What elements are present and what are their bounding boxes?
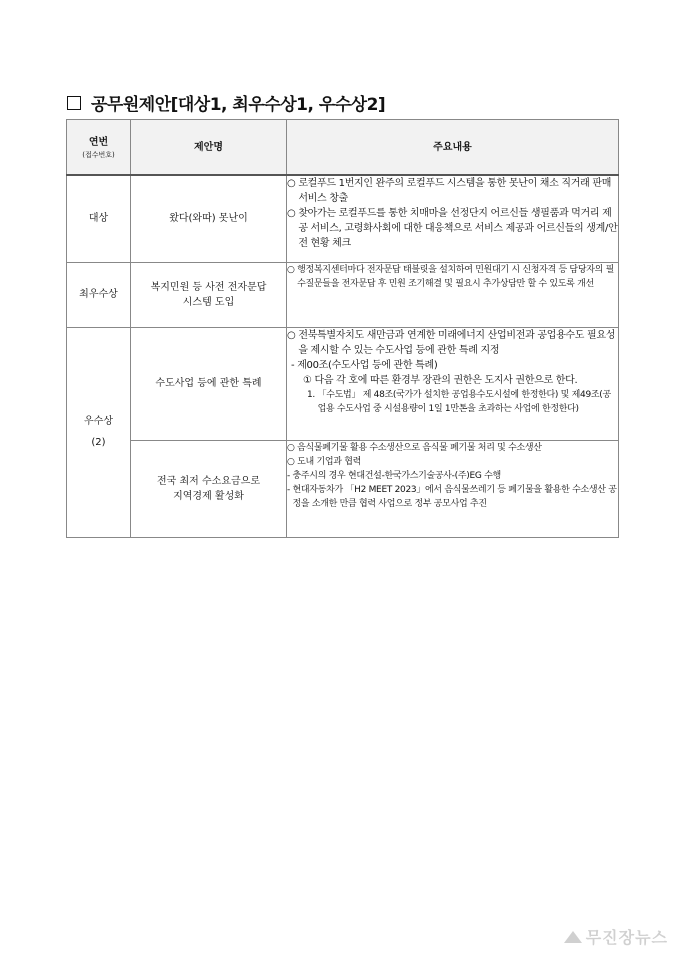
mountain-logo-icon [564, 931, 582, 943]
content-item: - 현대자동차가 「H2 MEET 2023」에서 음식물쓰레기 등 폐기물을 활용한 수소생산 공정을 소개한 만큼 협력 사업으로 정부 공모사업 추진 [287, 484, 617, 509]
proposal-name-cell: 복지민원 등 사전 전자문답 시스템 도입 [131, 262, 287, 327]
content-item: 1. 「수도법」 제 48조(국가가 설치한 공업용수도시설에 한정한다) 및 제49조(공업용 수도사업 중 시설용량이 1일 1만톤을 초과하는 사업에 한정한다) [307, 389, 611, 414]
content-item: ○ 행정복지센터마다 전자문답 태블릿을 설치하여 민원대기 시 신청자격 등 담당자의 필수질문들을 전자문답 후 민원 조기해결 및 필요시 추가상담만 할 수 있도록 개선 [287, 264, 614, 289]
table-row [67, 440, 619, 537]
content-item: ○ 로컬푸드 1번지인 완주의 로컬푸드 시스템을 통한 못난이 채소 직거래 판매 서비스 창출 [287, 178, 612, 204]
proposal-name-cell: 전국 최저 수소요금으로 지역경제 활성화 [131, 440, 287, 537]
content-item: ○ 음식물폐기물 활용 수소생산으로 음식물 폐기물 처리 및 수소생산 [287, 442, 542, 453]
content-item: ① 다음 각 호에 따른 환경부 장관의 권한은 도지사 권한으로 한다. [303, 374, 578, 386]
category-cell: 우수상 (2) [67, 327, 131, 537]
table-row [67, 327, 619, 440]
content-cell [287, 262, 619, 327]
header-main-content: 주요내용 [287, 120, 619, 176]
header-proposal-name: 제안명 [131, 120, 287, 176]
checkbox-square-icon [67, 96, 81, 110]
content-item: - 충주시의 경우 현대건설-한국가스기술공사-(주)EG 수행 [287, 470, 501, 481]
content-item: ○ 도내 기업과 협력 [287, 456, 362, 467]
table-row [67, 262, 619, 327]
proposal-name-cell: 왔다(와따) 못난이 [131, 175, 287, 262]
category-cell: 대상 [67, 175, 131, 262]
header-row [67, 120, 619, 176]
header-number-sub: (접수번호) [82, 150, 115, 159]
proposal-name-cell: 수도사업 등에 관한 특례 [131, 327, 287, 440]
table-row [67, 175, 619, 262]
watermark: 무진장뉴스 [564, 925, 668, 948]
content-item: ○ 찾아가는 로컬푸드를 통한 치매마을 선정단지 어르신들 생필품과 먹거리 제공 서비스, 고령화사회에 대한 대응책으로 서비스 제공과 어르신들의 생계/안전 현황 체크 [287, 208, 618, 249]
proposal-table [66, 119, 619, 538]
content-cell [287, 175, 619, 262]
document-title [67, 90, 385, 115]
category-cell: 최우수상 [67, 262, 131, 327]
content-item: - 제00조(수도사업 등에 관한 특례) [291, 359, 438, 371]
content-cell [287, 327, 619, 440]
title-text: 공무원제안[대상1, 최우수상1, 우수상2] [91, 95, 386, 115]
header-number: 연번 (접수번호) [67, 120, 131, 176]
content-cell [287, 440, 619, 537]
content-item: ○ 전북특별자치도 새만금과 연계한 미래에너지 산업비전과 공업용수도 필요성을 제시할 수 있는 수도사업 등에 관한 특례 지정 [287, 329, 616, 356]
